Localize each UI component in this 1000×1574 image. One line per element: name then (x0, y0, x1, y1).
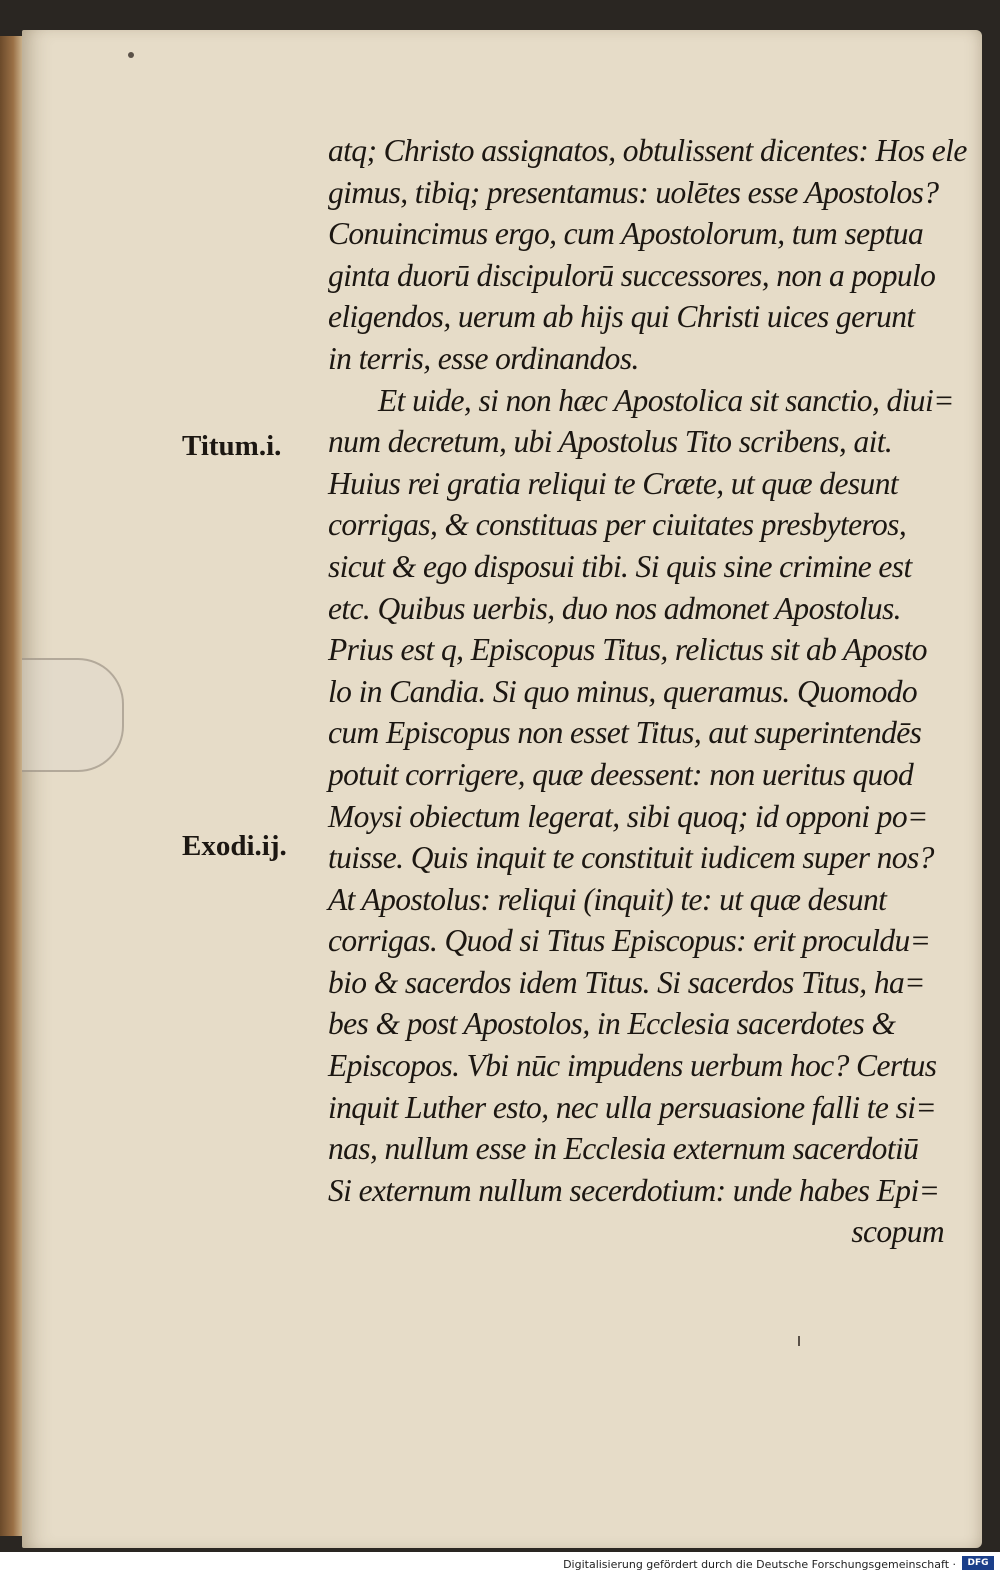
text-line: Prius est q, Episcopus Titus, relictus sit ab Aposto (328, 632, 927, 668)
text-line: ginta duorū discipulorū successores, non a populo (328, 257, 936, 293)
text-line: tuisse. Quis inquit te constituit iudicem super nos? (328, 840, 934, 876)
text-line: Huius rei gratia reliqui te Cræte, ut quæ desunt (328, 465, 898, 501)
text-line: gimus, tibiq; presentamus: uolētes esse Apostolos? (328, 174, 939, 210)
text-line: corrigas, & constituas per ciuitates presbyteros, (328, 507, 907, 543)
book-binding (0, 36, 22, 1536)
margin-note-exodus: Exodi.ij. (182, 830, 287, 862)
text-line: nas, nullum esse in Ecclesia externum sacerdotiū (328, 1131, 919, 1167)
text-line: num decretum, ubi Apostolus Tito scribens, ait. (328, 424, 893, 460)
text-line: corrigas. Quod si Titus Episcopus: erit proculdu= (328, 923, 931, 959)
margin-note-titus: Titum.i. (182, 430, 282, 462)
text-line: atq; Christo assignatos, obtulissent dicentes: Hos ele (328, 133, 967, 168)
text-line: bes & post Apostolos, in Ecclesia sacerdotes & (328, 1006, 896, 1042)
text-line: inquit Luther esto, nec ulla persuasione falli te si= (328, 1089, 937, 1125)
text-line: Moysi obiectum legerat, sibi quoq; id opponi po= (328, 798, 928, 834)
text-line: Episcopos. Vbi nūc impudens uerbum hoc? Certus (328, 1048, 937, 1084)
text-line: sicut & ego disposui tibi. Si quis sine crimine est (328, 548, 912, 584)
text-line: bio & sacerdos idem Titus. Si sacerdos Titus, ha= (328, 964, 925, 1000)
footer-bar (0, 1552, 1000, 1574)
text-line: lo in Candia. Si quo minus, queramus. Quomodo (328, 673, 918, 709)
paper-speck (128, 52, 134, 58)
main-text (328, 130, 967, 1253)
footer-credit: Digitalisierung gefördert durch die Deutsche Forschungsgemeinschaft · (563, 1558, 956, 1571)
text-line: At Apostolus: reliqui (inquit) te: ut quæ desunt (328, 881, 887, 917)
text-line: etc. Quibus uerbis, duo nos admonet Apostolus. (328, 590, 901, 626)
text-line: Si externum nullum secerdotium: unde habes Epi= (328, 1172, 940, 1208)
catchword: scopum (851, 1214, 944, 1250)
text-line: in terris, esse ordinandos. (328, 340, 639, 376)
text-line: cum Episcopus non esset Titus, aut superintendēs (328, 715, 922, 751)
text-line: potuit corrigere, quæ deessent: non ueritus quod (328, 756, 914, 792)
text-line: eligendos, uerum ab hijs qui Christi uices gerunt (328, 299, 915, 335)
paper-speck (798, 1336, 800, 1346)
text-line: Et uide, si non hæc Apostolica sit sanctio, diui= (378, 382, 954, 418)
text-line: Conuincimus ergo, cum Apostolorum, tum septua (328, 216, 924, 252)
page-clip (22, 658, 124, 772)
dfg-logo-icon: DFG (962, 1556, 994, 1570)
